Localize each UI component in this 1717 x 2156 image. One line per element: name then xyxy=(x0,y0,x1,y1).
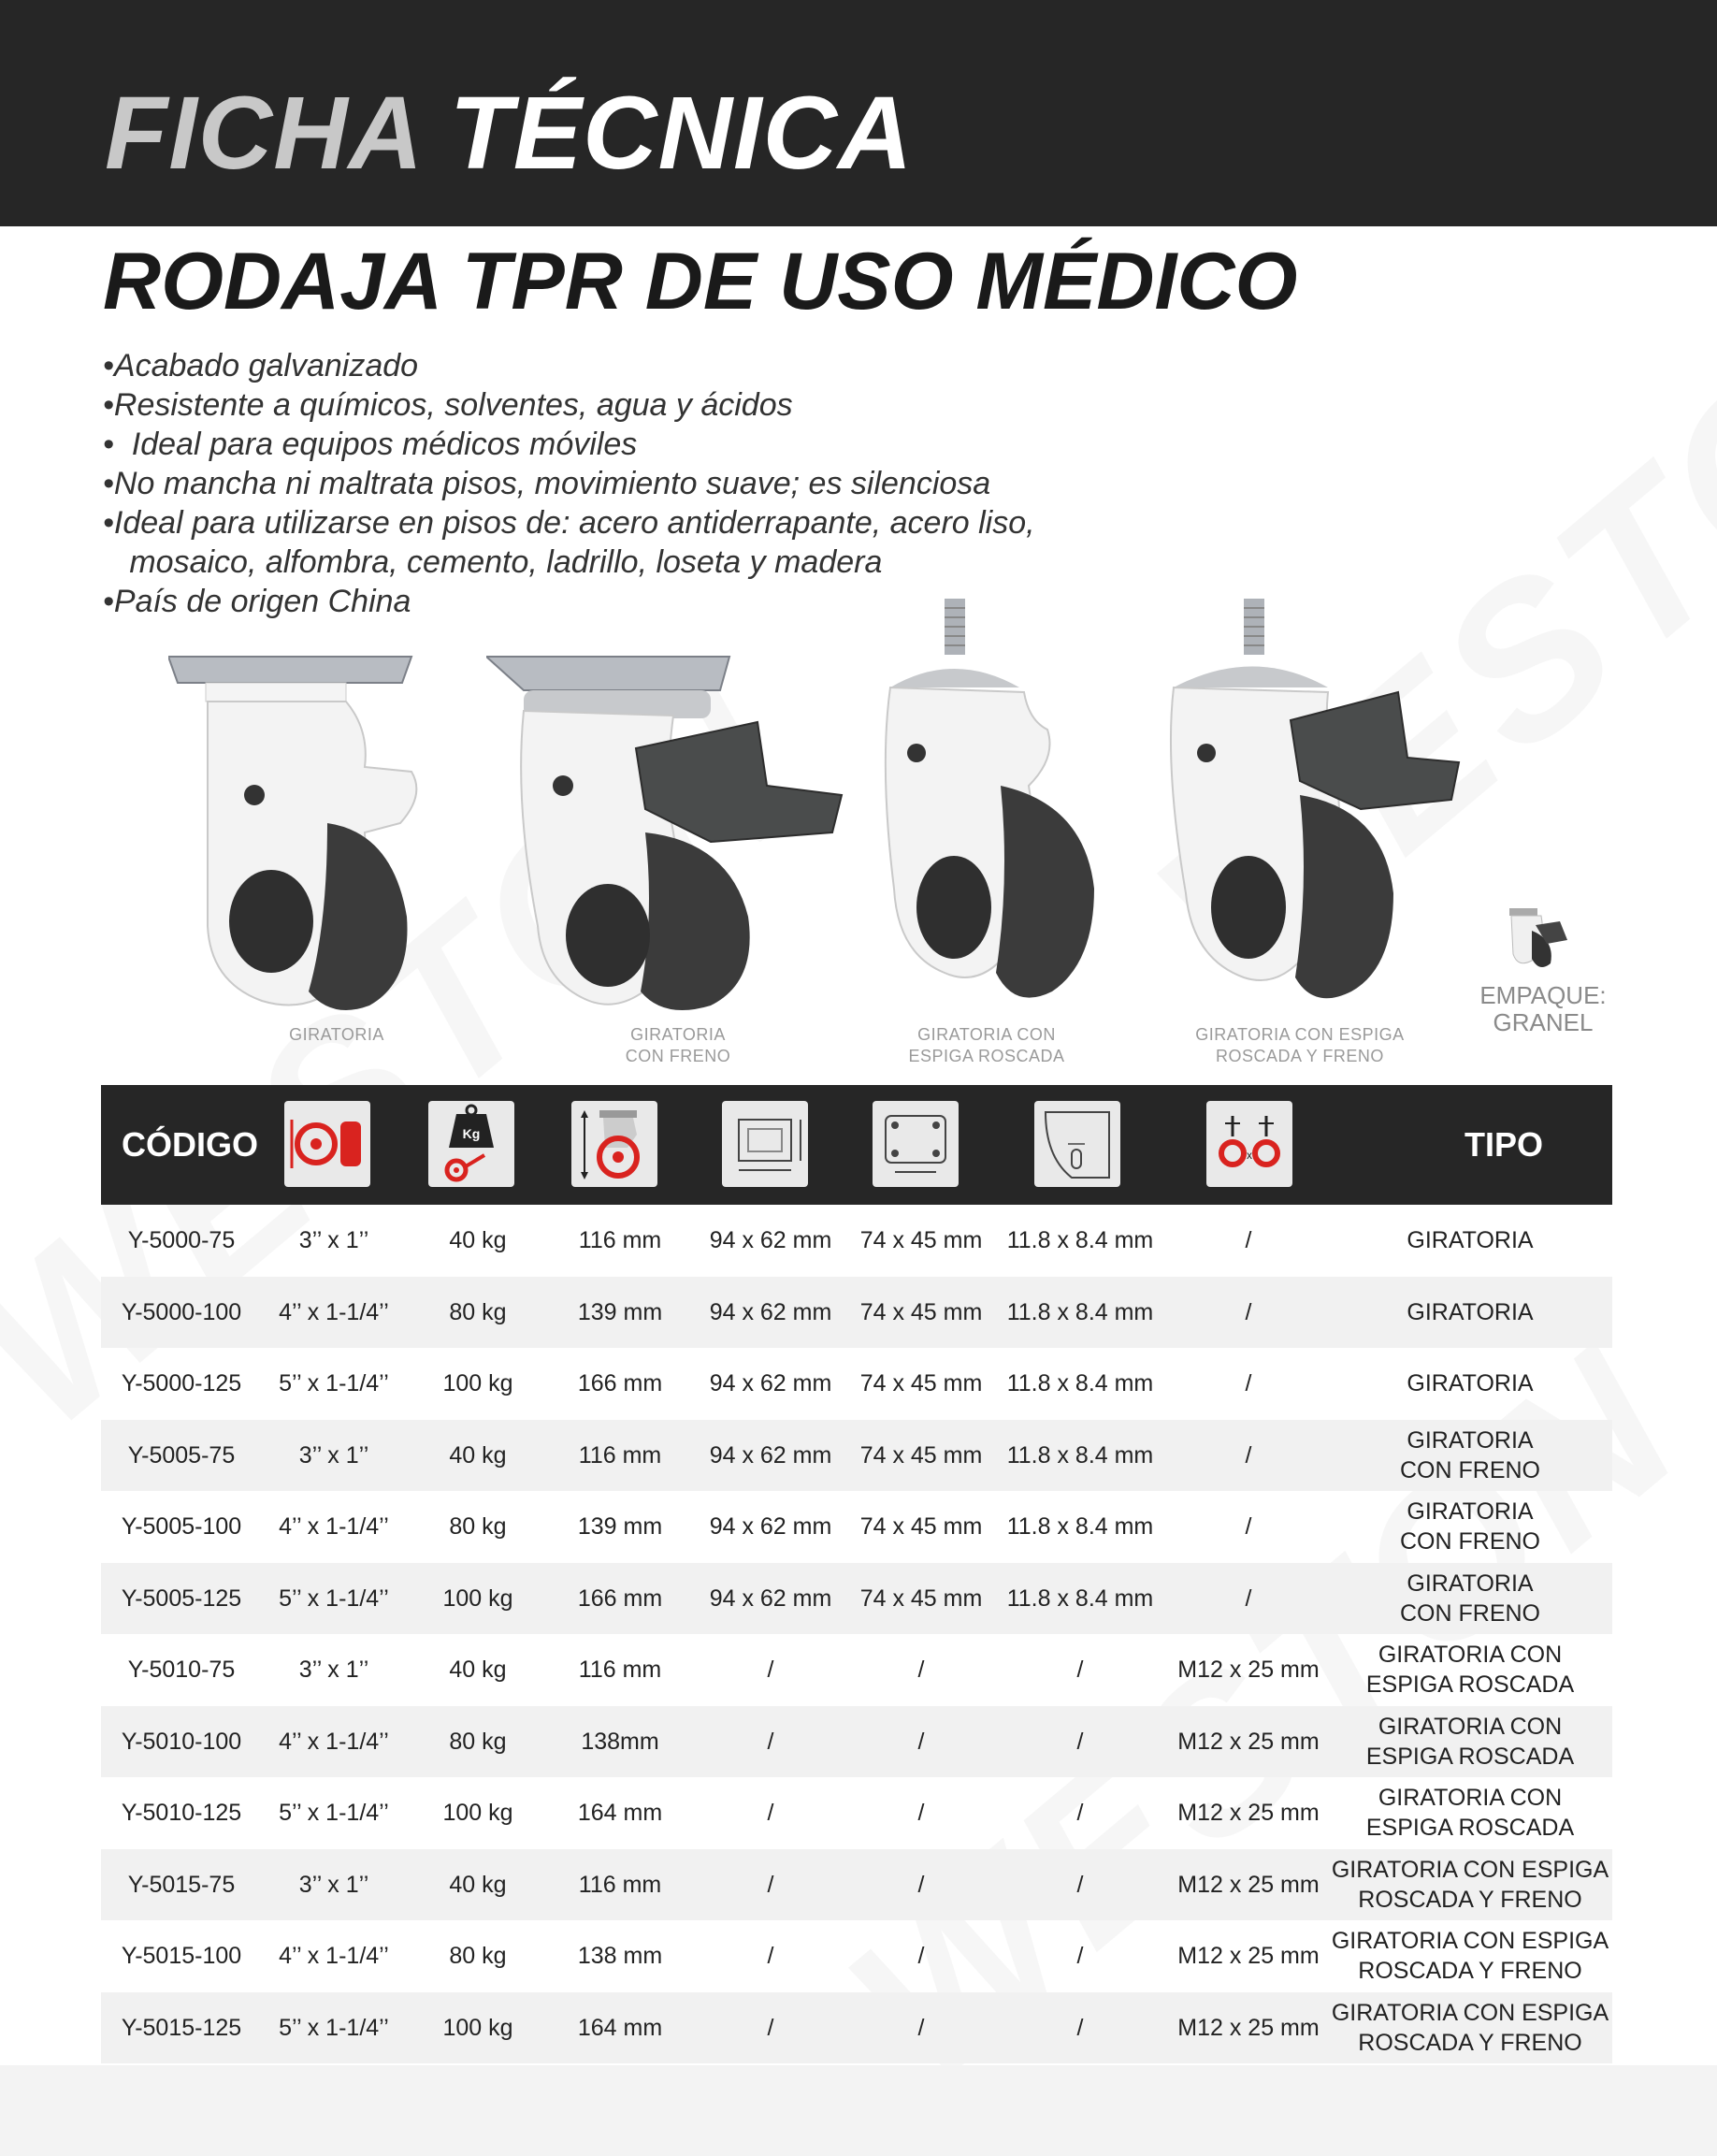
cell-barrenos: / xyxy=(917,2014,925,2041)
caster-image-giratoria-freno xyxy=(486,645,860,1020)
cell-barrenos: 74 x 45 mm xyxy=(859,1513,983,1540)
bolt-spacing-icon xyxy=(873,1101,959,1187)
feature-item: •Ideal para utilizarse en pisos de: acero antiderrapante, acero liso, xyxy=(103,505,1035,541)
cell-barrenos: 74 x 45 mm xyxy=(859,1227,983,1253)
cell-placa: / xyxy=(767,1871,774,1898)
cell-altura: 164 mm xyxy=(577,2014,663,2041)
cell-tipo xyxy=(1328,1563,1612,1634)
cell-carga: 80 kg xyxy=(449,1728,507,1755)
cell-carga: 40 kg xyxy=(449,1871,507,1898)
cell-tipo xyxy=(1328,1920,1612,1991)
cell-tipo xyxy=(1328,1777,1612,1848)
tipo-line: GIRATORIA xyxy=(1407,1570,1534,1597)
cell-ranura: 11.8 x 8.4 mm xyxy=(1006,1227,1154,1253)
cell-codigo: Y-5005-125 xyxy=(121,1584,242,1612)
cell-altura: 166 mm xyxy=(577,1370,663,1396)
cell-codigo: Y-5010-100 xyxy=(121,1728,242,1755)
cell-altura: 164 mm xyxy=(577,1800,663,1826)
cell-espiga: / xyxy=(1245,1513,1252,1540)
caster-image-espiga xyxy=(870,599,1113,1020)
cell-ranura: 11.8 x 8.4 mm xyxy=(1006,1513,1154,1540)
cell-carga: 100 kg xyxy=(442,1800,513,1826)
cell-barrenos: 74 x 45 mm xyxy=(859,1584,983,1612)
cell-rueda: 3’’ x 1’’ xyxy=(298,1657,369,1683)
cell-rueda: 5’’ x 1-1/4’’ xyxy=(279,1584,389,1612)
product-title: RODAJA TPR DE USO MÉDICO xyxy=(103,237,1298,326)
cell-ranura: 11.8 x 8.4 mm xyxy=(1006,1370,1154,1396)
cell-carga: 40 kg xyxy=(449,1227,507,1253)
cell-codigo: Y-5005-75 xyxy=(127,1441,236,1469)
cell-carga: 80 kg xyxy=(449,1298,507,1325)
cell-altura: 116 mm xyxy=(578,1227,662,1253)
cell-placa: 94 x 62 mm xyxy=(709,1227,832,1253)
tipo-line: GIRATORIA CON xyxy=(1378,1785,1563,1811)
packaging-label: EMPAQUE: GRANEL xyxy=(1479,981,1607,1036)
cell-tipo xyxy=(1328,1277,1612,1348)
tipo-line: ESPIGA ROSCADA xyxy=(1365,1671,1575,1698)
cell-barrenos: / xyxy=(917,1943,925,1969)
table-row xyxy=(101,1920,1612,1991)
cell-altura: 138mm xyxy=(581,1728,659,1755)
cell-espiga: / xyxy=(1245,1441,1252,1469)
load-capacity-icon xyxy=(428,1101,514,1187)
cell-ranura: / xyxy=(1076,1728,1084,1755)
header-codigo: CÓDIGO xyxy=(122,1125,259,1164)
table-row xyxy=(101,1491,1612,1562)
tipo-line: GIRATORIA CON xyxy=(1378,1713,1563,1740)
cell-barrenos: / xyxy=(917,1657,925,1683)
cell-espiga: M12 x 25 mm xyxy=(1177,1800,1320,1826)
cell-placa: 94 x 62 mm xyxy=(709,1513,832,1540)
cell-espiga: M12 x 25 mm xyxy=(1177,1728,1320,1755)
cell-carga: 80 kg xyxy=(449,1513,507,1540)
table-row xyxy=(101,1777,1612,1848)
cell-barrenos: / xyxy=(917,1728,925,1755)
footer-band xyxy=(0,2065,1717,2156)
cell-placa: 94 x 62 mm xyxy=(709,1441,832,1469)
cell-placa: / xyxy=(767,1943,774,1969)
table-row xyxy=(101,1849,1612,1920)
cell-espiga: / xyxy=(1245,1298,1252,1325)
cell-espiga: / xyxy=(1245,1370,1252,1396)
cell-rueda: 5’’ x 1-1/4’’ xyxy=(279,1800,389,1826)
kg-label: Kg xyxy=(462,1126,481,1141)
tipo-line: CON FRENO xyxy=(1400,1456,1540,1483)
cell-tipo xyxy=(1328,1491,1612,1562)
cell-ranura: / xyxy=(1076,1871,1084,1898)
tipo-line: GIRATORIA CON ESPIGA xyxy=(1331,1856,1609,1883)
cell-placa: 94 x 62 mm xyxy=(709,1584,832,1612)
cell-rueda: 4’’ x 1-1/4’’ xyxy=(279,1728,389,1755)
caption-espiga: GIRATORIA CON ESPIGA ROSCADA xyxy=(908,1025,1065,1065)
tipo-line: ROSCADA Y FRENO xyxy=(1358,1958,1582,1984)
feature-item: • Ideal para equipos médicos móviles xyxy=(103,427,638,462)
tipo-line: GIRATORIA CON ESPIGA xyxy=(1331,1999,1609,2026)
cell-ranura: 11.8 x 8.4 mm xyxy=(1006,1441,1154,1469)
tipo-line: GIRATORIA xyxy=(1407,1227,1534,1253)
tipo-line: GIRATORIA xyxy=(1407,1370,1534,1396)
caption-giratoria-freno: GIRATORIA CON FRENO xyxy=(625,1025,731,1065)
table-row xyxy=(101,1277,1612,1348)
cell-carga: 40 kg xyxy=(449,1441,507,1469)
table-row xyxy=(101,1420,1612,1491)
cell-tipo xyxy=(1328,1992,1612,2063)
header-bar xyxy=(0,0,1717,226)
cell-placa: / xyxy=(767,1800,774,1826)
tipo-line: ESPIGA ROSCADA xyxy=(1365,1815,1575,1841)
cell-tipo xyxy=(1328,1420,1612,1491)
cell-altura: 116 mm xyxy=(578,1441,662,1469)
cell-altura: 166 mm xyxy=(577,1584,663,1612)
cell-ranura: / xyxy=(1076,1657,1084,1683)
cell-rueda: 4’’ x 1-1/4’’ xyxy=(279,1513,389,1540)
cell-rueda: 4’’ x 1-1/4’’ xyxy=(279,1298,389,1325)
cell-carga: 100 kg xyxy=(442,2014,513,2041)
table-row xyxy=(101,1634,1612,1705)
cell-ranura: / xyxy=(1076,2014,1084,2041)
cell-codigo: Y-5010-125 xyxy=(121,1800,242,1826)
table-row xyxy=(101,1205,1612,1276)
cell-espiga: M12 x 25 mm xyxy=(1177,1657,1320,1683)
wheel-size-icon xyxy=(284,1101,370,1187)
table-row xyxy=(101,1348,1612,1419)
cell-placa: / xyxy=(767,2014,774,2041)
cell-carga: 80 kg xyxy=(449,1943,507,1969)
page-title xyxy=(105,76,914,191)
feature-list xyxy=(103,346,1038,621)
cell-barrenos: 74 x 45 mm xyxy=(859,1370,983,1396)
cell-placa: / xyxy=(767,1728,774,1755)
cell-altura: 138 mm xyxy=(577,1943,663,1969)
cell-ranura: 11.8 x 8.4 mm xyxy=(1006,1584,1154,1612)
cell-codigo: Y-5000-75 xyxy=(127,1227,236,1253)
cell-tipo xyxy=(1328,1348,1612,1419)
cell-espiga: M12 x 25 mm xyxy=(1177,1943,1320,1969)
cell-barrenos: / xyxy=(917,1800,925,1826)
cell-rueda: 3’’ x 1’’ xyxy=(298,1441,369,1469)
tipo-line: GIRATORIA xyxy=(1407,1298,1534,1325)
title-part-2: TÉCNICA xyxy=(449,76,914,191)
cell-espiga: / xyxy=(1245,1584,1252,1612)
feature-item: mosaico, alfombra, cemento, ladrillo, loseta y madera xyxy=(103,544,883,580)
cell-rueda: 4’’ x 1-1/4’’ xyxy=(279,1943,389,1969)
tipo-line: CON FRENO xyxy=(1400,1599,1540,1627)
feature-item: •Resistente a químicos, solventes, agua y ácidos xyxy=(103,387,793,423)
svg-text:x: x xyxy=(1247,1149,1252,1162)
cell-rueda: 5’’ x 1-1/4’’ xyxy=(279,2014,389,2041)
cell-codigo: Y-5005-100 xyxy=(121,1513,242,1540)
title-part-1: FICHA xyxy=(105,76,420,191)
cell-altura: 139 mm xyxy=(577,1513,663,1540)
cell-codigo: Y-5015-75 xyxy=(127,1871,236,1898)
cell-rueda: 3’’ x 1’’ xyxy=(298,1871,369,1898)
cell-barrenos: / xyxy=(917,1871,925,1898)
cell-tipo xyxy=(1328,1634,1612,1705)
cell-barrenos: 74 x 45 mm xyxy=(859,1441,983,1469)
cell-altura: 139 mm xyxy=(577,1298,663,1325)
cell-altura: 116 mm xyxy=(578,1871,662,1898)
tipo-line: ROSCADA Y FRENO xyxy=(1358,1886,1582,1913)
packaging-thumbnail xyxy=(1504,903,1579,977)
caption-espiga-freno: GIRATORIA CON ESPIGA ROSCADA Y FRENO xyxy=(1195,1025,1405,1065)
cell-codigo: Y-5010-75 xyxy=(127,1657,236,1683)
cell-codigo: Y-5000-100 xyxy=(121,1298,242,1325)
cell-rueda: 3’’ x 1’’ xyxy=(298,1227,369,1253)
tipo-line: GIRATORIA xyxy=(1407,1426,1534,1454)
table-row xyxy=(101,1992,1612,2063)
feature-item: •No mancha ni maltrata pisos, movimiento suave; es silenciosa xyxy=(103,466,991,501)
cell-codigo: Y-5015-100 xyxy=(121,1943,242,1969)
cell-placa: / xyxy=(767,1657,774,1683)
caster-image-espiga-freno xyxy=(1160,599,1468,1020)
tipo-line: ROSCADA Y FRENO xyxy=(1358,2029,1582,2056)
caption-giratoria: GIRATORIA xyxy=(289,1025,384,1044)
plate-size-icon xyxy=(722,1101,808,1187)
cell-espiga: / xyxy=(1245,1227,1252,1253)
cell-tipo xyxy=(1328,1706,1612,1777)
cell-tipo xyxy=(1328,1849,1612,1920)
cell-ranura: / xyxy=(1076,1943,1084,1969)
cell-codigo: Y-5000-125 xyxy=(121,1370,242,1396)
feature-item: •Acabado galvanizado xyxy=(103,348,419,383)
cell-placa: 94 x 62 mm xyxy=(709,1370,832,1396)
feature-item: •País de origen China xyxy=(103,584,411,619)
cell-barrenos: 74 x 45 mm xyxy=(859,1298,983,1325)
cell-ranura: / xyxy=(1076,1800,1084,1826)
cell-carga: 100 kg xyxy=(442,1584,513,1612)
cell-placa: 94 x 62 mm xyxy=(709,1298,832,1325)
cell-carga: 100 kg xyxy=(442,1370,513,1396)
cell-ranura: 11.8 x 8.4 mm xyxy=(1006,1298,1154,1325)
tipo-line: GIRATORIA CON xyxy=(1378,1642,1563,1668)
tipo-line: ESPIGA ROSCADA xyxy=(1365,1743,1575,1770)
table-header xyxy=(101,1085,1612,1205)
tipo-line: CON FRENO xyxy=(1400,1528,1540,1555)
cell-altura: 116 mm xyxy=(578,1657,662,1683)
tipo-line: GIRATORIA xyxy=(1407,1498,1534,1525)
tipo-line: GIRATORIA CON ESPIGA xyxy=(1331,1928,1609,1954)
stem-thread-icon xyxy=(1206,1101,1292,1187)
height-icon xyxy=(571,1101,657,1187)
cell-rueda: 5’’ x 1-1/4’’ xyxy=(279,1370,389,1396)
caster-image-giratoria xyxy=(168,645,449,1020)
cell-codigo: Y-5015-125 xyxy=(121,2014,242,2041)
table-row xyxy=(101,1563,1612,1634)
table-row xyxy=(101,1706,1612,1777)
cell-espiga: M12 x 25 mm xyxy=(1177,1871,1320,1898)
cell-carga: 40 kg xyxy=(449,1657,507,1683)
slot-size-icon xyxy=(1034,1101,1120,1187)
cell-tipo xyxy=(1328,1205,1612,1276)
cell-espiga: M12 x 25 mm xyxy=(1177,2014,1320,2041)
header-tipo: TIPO xyxy=(1464,1125,1543,1164)
